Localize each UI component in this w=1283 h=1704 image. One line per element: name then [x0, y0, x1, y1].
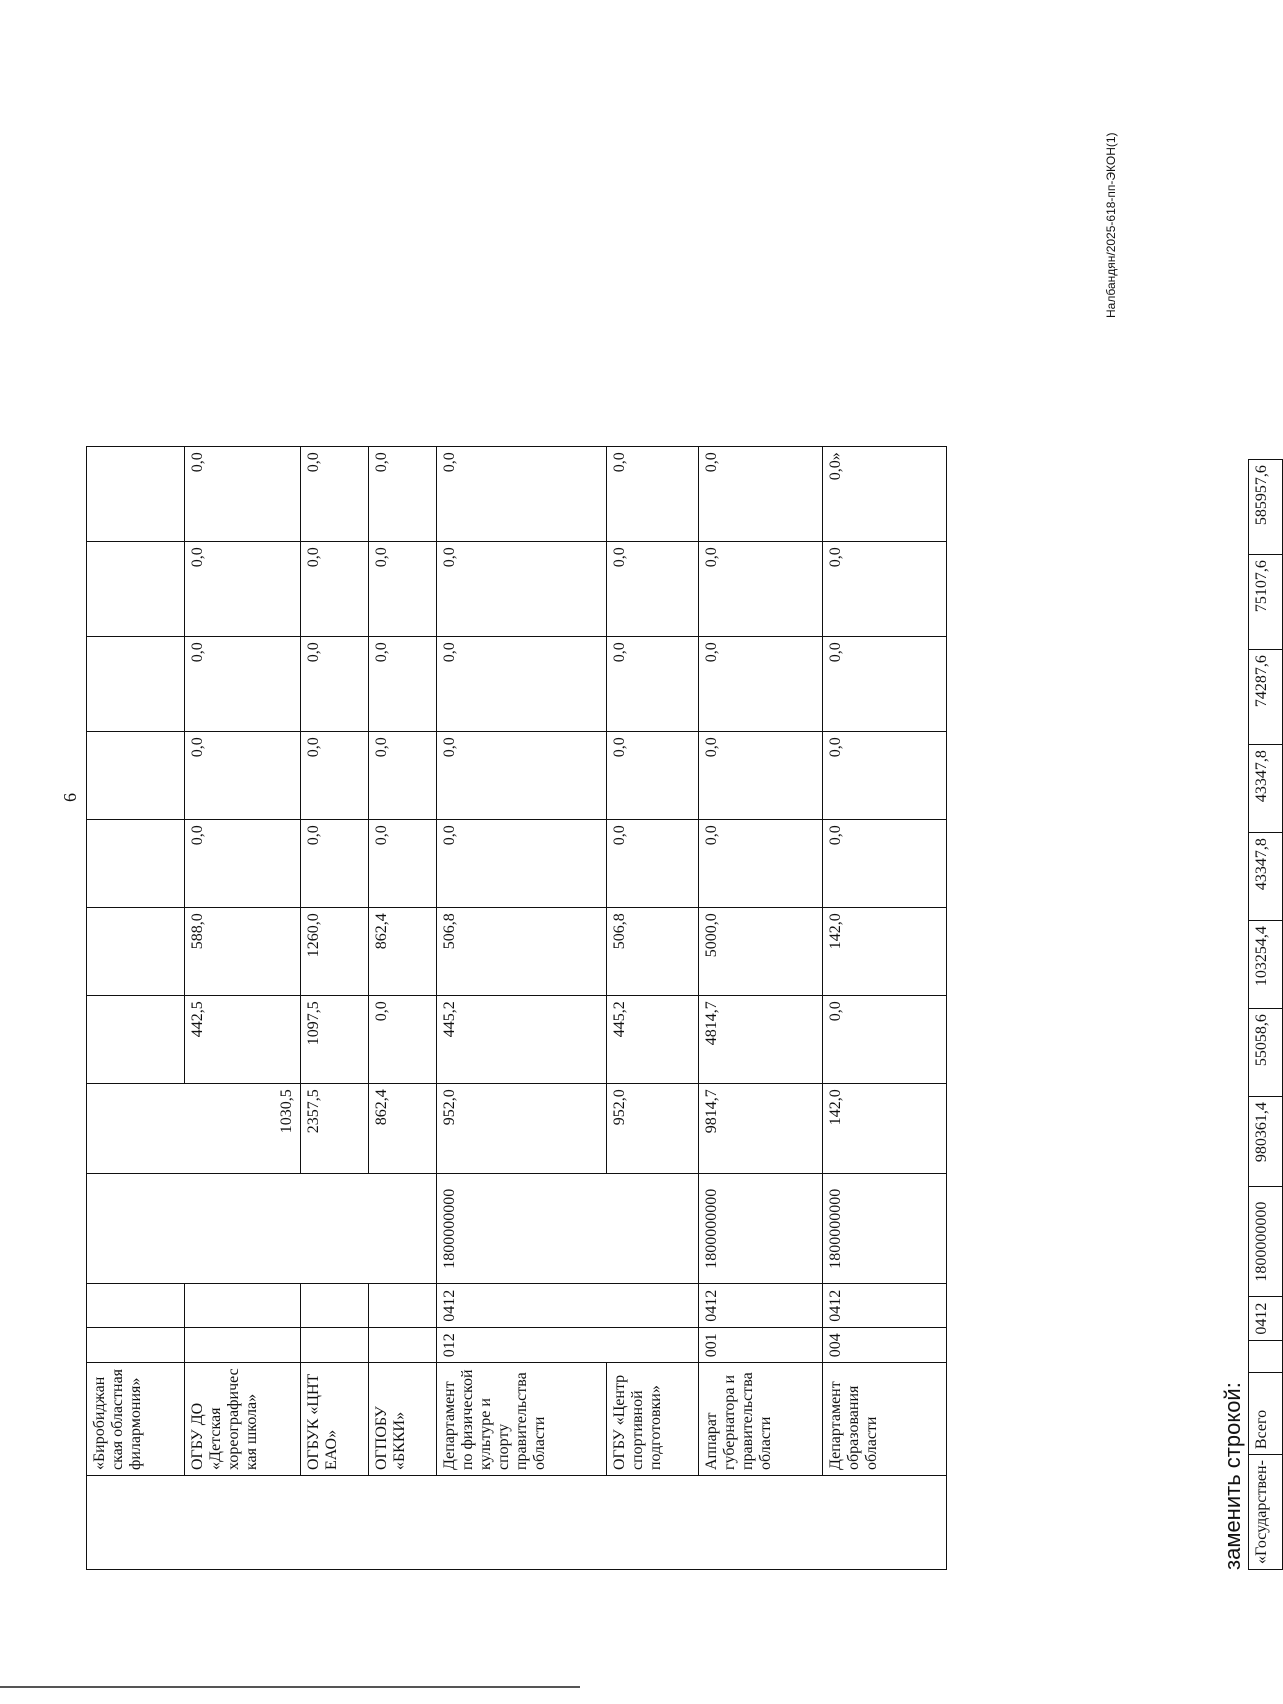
code-cell: 1800000000: [1249, 1187, 1283, 1297]
value-cell: 585957,6: [1249, 460, 1283, 555]
value-cell: [87, 908, 185, 996]
value-cell: 980361,4: [1249, 1097, 1283, 1187]
row-first-cell: «Государствен-: [1249, 1455, 1283, 1570]
code-cell: 0412: [823, 1284, 947, 1328]
row-name: Всего: [1249, 1373, 1283, 1455]
value-cell: 952,0: [607, 1084, 699, 1174]
value-cell: 0,0: [607, 447, 699, 542]
value-cell: 0,0: [369, 542, 437, 637]
value-cell: 1260,0: [301, 908, 369, 996]
value-cell: 0,0: [301, 637, 369, 732]
value-cell: [87, 996, 185, 1084]
value-cell: 1097,5: [301, 996, 369, 1084]
table-row: [87, 447, 185, 1570]
value-cell: 0,0: [369, 447, 437, 542]
value-cell: 0,0: [437, 820, 607, 908]
value-cell: 862,4: [369, 1084, 437, 1174]
value-cell: 0,0: [369, 732, 437, 820]
row-name: ОГБУ ДО «Детская хореографичес кая школа»: [185, 1363, 301, 1476]
value-cell: 2357,5: [301, 1084, 369, 1174]
value-cell: 74287,6: [1249, 650, 1283, 745]
value-cell: 43347,8: [1249, 833, 1283, 921]
value-cell: 0,0: [185, 732, 301, 820]
value-cell: 0,0: [437, 542, 607, 637]
value-cell: 0,0: [699, 447, 823, 542]
code-cell: [87, 1174, 437, 1284]
value-cell: 0,0: [607, 732, 699, 820]
value-cell: 0,0: [607, 820, 699, 908]
code-cell: [1249, 1341, 1283, 1373]
value-cell: 0,0: [185, 637, 301, 732]
value-cell: 0,0: [369, 820, 437, 908]
value-cell: 0,0: [699, 637, 823, 732]
code-cell: [185, 1328, 301, 1363]
row-name: Департамент по физической культуре и спорту правительства области: [437, 1363, 607, 1476]
code-cell: 1800000000: [699, 1174, 823, 1284]
merged-first-column: [87, 1476, 947, 1570]
value-cell: 0,0: [437, 732, 607, 820]
code-cell: [87, 1328, 185, 1363]
row-name: Департамент образования области: [823, 1363, 947, 1476]
value-cell: 0,0: [369, 637, 437, 732]
value-cell: 9814,7: [699, 1084, 823, 1174]
value-cell: 0,0: [823, 820, 947, 908]
row-name: ОГБУ «Центр спортивной подготовки»: [607, 1363, 699, 1476]
value-cell: 0,0: [185, 820, 301, 908]
code-cell: 001: [699, 1328, 823, 1363]
table-row: [1249, 460, 1283, 1570]
code-cell: 012: [437, 1328, 699, 1363]
value-cell: 0,0»: [823, 447, 947, 542]
value-cell: 442,5: [185, 996, 301, 1084]
value-cell: 445,2: [437, 996, 607, 1084]
row-name: «Биробиджан ская областная филармония»: [87, 1363, 185, 1476]
value-cell: [87, 820, 185, 908]
code-cell: 1800000000: [823, 1174, 947, 1284]
value-cell: 0,0: [699, 732, 823, 820]
table-row: [607, 447, 699, 1570]
value-cell: 0,0: [301, 542, 369, 637]
value-cell: 4814,7: [699, 996, 823, 1084]
value-cell: 43347,8: [1249, 745, 1283, 833]
value-cell: 75107,6: [1249, 555, 1283, 650]
value-cell: 142,0: [823, 908, 947, 996]
value-cell: [87, 637, 185, 732]
value-cell: 506,8: [437, 908, 607, 996]
value-cell: 506,8: [607, 908, 699, 996]
code-cell: 0412: [699, 1284, 823, 1328]
code-cell: [369, 1284, 437, 1328]
value-cell: 0,0: [185, 447, 301, 542]
code-cell: 1800000000: [437, 1174, 699, 1284]
value-cell: 0,0: [437, 637, 607, 732]
table-row: [437, 447, 607, 1570]
value-cell: 0,0: [185, 542, 301, 637]
value-cell: 0,0: [823, 542, 947, 637]
value-cell: 445,2: [607, 996, 699, 1084]
table-row: [823, 447, 947, 1570]
table-row: [699, 447, 823, 1570]
scan-edge-line: [0, 1686, 580, 1688]
value-cell: 0,0: [823, 637, 947, 732]
value-cell: 952,0: [437, 1084, 607, 1174]
value-cell: 0,0: [301, 732, 369, 820]
value-cell: 0,0: [699, 820, 823, 908]
value-cell: 103254,4: [1249, 921, 1283, 1009]
table-row: [369, 447, 437, 1570]
value-cell: 862,4: [369, 908, 437, 996]
budget-table: [86, 446, 947, 1570]
value-cell: 0,0: [369, 996, 437, 1084]
row-name: Аппарат губернатора и правительства области: [699, 1363, 823, 1476]
page-number: 6: [60, 793, 80, 802]
rotated-sheet: [86, 10, 1270, 1570]
value-cell: 0,0: [607, 637, 699, 732]
value-cell: 5000,0: [699, 908, 823, 996]
value-cell: 1030,5: [87, 1084, 301, 1174]
code-cell: 0412: [437, 1284, 699, 1328]
value-cell: 0,0: [607, 542, 699, 637]
value-cell: [87, 732, 185, 820]
value-cell: 0,0: [699, 542, 823, 637]
value-cell: 0,0: [823, 996, 947, 1084]
value-cell: 0,0: [823, 732, 947, 820]
value-cell: [87, 542, 185, 637]
value-cell: [87, 447, 185, 542]
table-row: [301, 447, 369, 1570]
code-cell: [301, 1284, 369, 1328]
code-cell: 004: [823, 1328, 947, 1363]
replacement-row-table: [1248, 459, 1283, 1570]
value-cell: 0,0: [301, 447, 369, 542]
value-cell: 0,0: [437, 447, 607, 542]
code-cell: [369, 1328, 437, 1363]
value-cell: 0,0: [301, 820, 369, 908]
code-cell: 0412: [1249, 1297, 1283, 1341]
code-cell: [301, 1328, 369, 1363]
code-cell: [87, 1284, 185, 1328]
code-cell: [185, 1284, 301, 1328]
table-row: [185, 447, 301, 1570]
value-cell: 588,0: [185, 908, 301, 996]
value-cell: 142,0: [823, 1084, 947, 1174]
row-name: ОГПОБУ «БККИ»: [369, 1363, 437, 1476]
row-name: ОГБУК «ЦНТ ЕАО»: [301, 1363, 369, 1476]
replace-with-row-label: заменить строкой:: [1220, 1382, 1245, 1570]
value-cell: 55058,6: [1249, 1009, 1283, 1097]
